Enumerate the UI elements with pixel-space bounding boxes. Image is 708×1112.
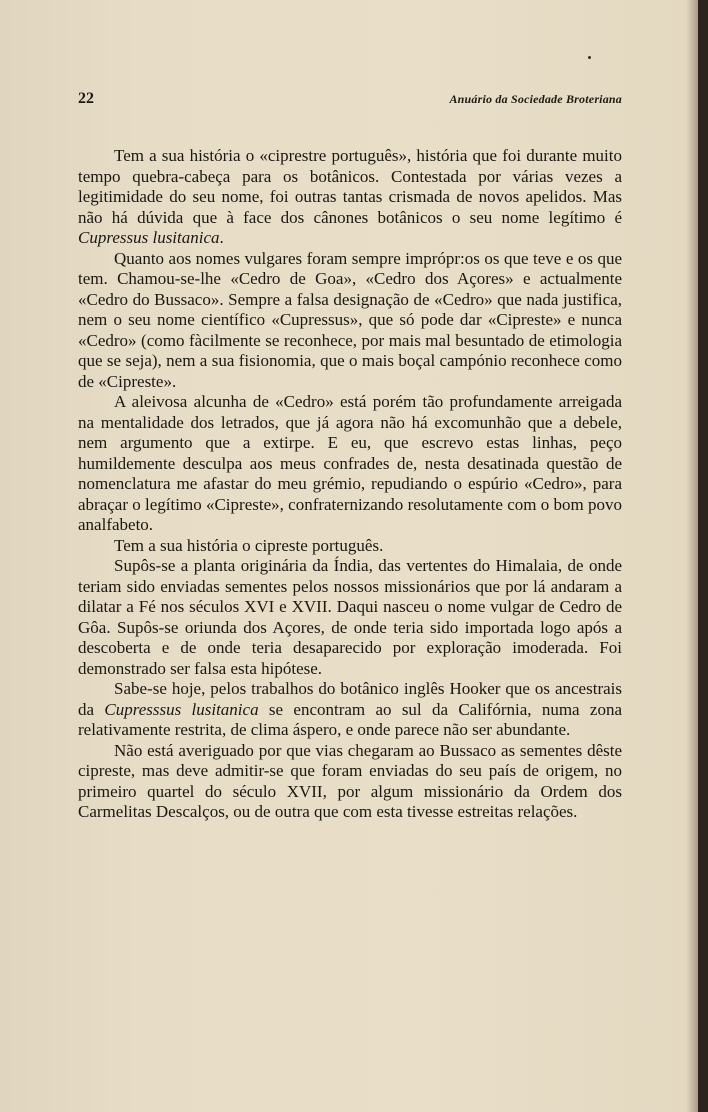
paragraph-6 [78,679,622,741]
paragraph-7: Não está averiguado por que vias chegaram ao Bussaco as sementes dêste cipreste, mas deve admitir-se que foram enviadas do seu país de origem, no primeiro quartel do século XVII, por algum missionário da Ordem dos Carmelitas Descalços, ou de outra que com esta tivesse estreitas relações. [78,740,622,821]
page-number: 22 [78,90,94,107]
paragraph-1-text-a: Tem a sua história o «ciprestre português», história que foi durante muito tempo quebra-cabeça para os botânicos. Contestada por várias vezes a legitimidade do seu nome, foi outras tantas crismada de novos apelidos. Mas não há dúvida que à face dos cânones botânicos o seu nome legítimo é [78,146,622,227]
paragraph-1 [78,146,622,249]
paragraph-3: A aleivosa alcunha de «Cedro» está porém tão profundamente arreigada na mentalidade dos letrados, que já agora não há excomunhão que a debele, nem argumento que a extirpe. E eu, que escrevo estas linhas, peço humildemente desculpa aos meus confrades de, nesta desatinada questão de nomenclatura me afastar do meu grémio, repudiando o espúrio «Cedro», para abraçar o legítimo «Cipreste», confraternizando resolutamente com o bom povo analfabeto. [78,392,622,534]
paragraph-5: Supôs-se a planta originária da Índia, das vertentes do Himalaia, de onde teriam sido enviadas sementes pelos nossos missionários que por lá andaram a dilatar a Fé nos séculos XVI e XVII. Daqui nasceu o nome vulgar de Cedro de Gôa. Supôs-se oriunda dos Açores, de onde teria sido importada logo após a descoberta e de onde teria desaparecido por exploração imoderada. Foi demonstrado ser falsa esta hipótese. [78,556,622,678]
species-name-2: Cupresssus lusitanica [104,699,259,719]
paragraph-2: Quanto aos nomes vulgares foram sempre imprópr:os os que teve e os que tem. Chamou-se-lhe «Cedro de Goa», «Cedro dos Açores» e actualmente «Cedro do Bussaco». Sempre a falsa designação de «Cedro» que nada justifica, nem o seu nome científico «Cupressus», que só pode dar «Cipreste» e nunca «Cedro» (como fàcilmente se reconhece, por mais mal besuntado de etimologia que se seja), nem a sua fisionomia, que o mais boçal campónio reconhece como de «Cipreste». [78,248,622,391]
print-speck [588,56,591,59]
running-title: Anuário da Sociedade Broteriana [449,92,622,106]
page-edge-shadow [686,0,698,1112]
paragraph-1-text-b: . [219,228,224,247]
paragraph-4: Tem a sua história o cipreste português. [114,535,384,555]
species-name: Cupressus lusitanica [78,228,220,247]
page-header [78,90,622,110]
paragraph-6-text-b: se encontram ao sul da Califórnia, numa zona relativamente restrita, de clima áspero, e onde parece não ser abundante. [78,699,623,739]
paragraph-6-text-a: Sabe-se hoje, pelos trabalhos do botânico inglês Hooker que os ancestrais da [78,679,622,719]
body-text [78,146,622,823]
